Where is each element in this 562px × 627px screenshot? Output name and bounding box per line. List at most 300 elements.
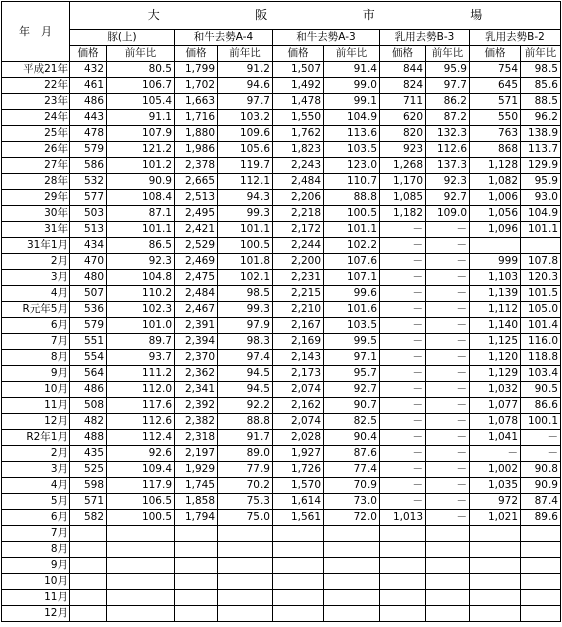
price-cell: 1,858 xyxy=(175,494,218,510)
table-row xyxy=(2,62,561,78)
price-cell xyxy=(380,606,426,622)
table-row xyxy=(2,174,561,190)
ratio-cell: 119.7 xyxy=(218,158,273,174)
price-cell: 1,006 xyxy=(470,190,521,206)
ratio-cell: 103.5 xyxy=(324,318,380,334)
ratio-cell: 93.0 xyxy=(521,190,561,206)
table-row xyxy=(2,510,561,526)
ratio-cell: 99.3 xyxy=(218,302,273,318)
table-row xyxy=(2,110,561,126)
ratio-cell xyxy=(426,542,470,558)
ratio-cell xyxy=(107,574,175,590)
price-cell: 551 xyxy=(70,334,107,350)
ratio-cell: 90.9 xyxy=(107,174,175,190)
price-cell: － xyxy=(380,430,426,446)
ratio-cell: 99.3 xyxy=(218,206,273,222)
year-month-header: 年 月 xyxy=(2,2,70,62)
price-cell: 1,268 xyxy=(380,158,426,174)
price-cell: 2,382 xyxy=(175,414,218,430)
price-cell: － xyxy=(380,254,426,270)
ratio-cell xyxy=(521,558,561,574)
ratio-cell: 109.0 xyxy=(426,206,470,222)
price-cell: 1,125 xyxy=(470,334,521,350)
ratio-cell: 107.6 xyxy=(324,254,380,270)
price-cell: 432 xyxy=(70,62,107,78)
ratio-cell: 101.1 xyxy=(107,222,175,238)
ratio-cell: － xyxy=(426,302,470,318)
price-cell: 461 xyxy=(70,78,107,94)
ratio-cell: 99.1 xyxy=(324,94,380,110)
row-label: R2年1月 xyxy=(2,430,70,446)
price-cell: 1,570 xyxy=(273,478,324,494)
ratio-cell: 85.6 xyxy=(521,78,561,94)
header-row-market xyxy=(2,2,561,30)
row-label: 8月 xyxy=(2,542,70,558)
price-cell: 513 xyxy=(70,222,107,238)
ratio-cell xyxy=(324,574,380,590)
price-cell: 478 xyxy=(70,126,107,142)
ratio-cell: 98.3 xyxy=(218,334,273,350)
price-header: 価格 xyxy=(175,46,218,62)
price-cell: 1,614 xyxy=(273,494,324,510)
ratio-cell: 103.2 xyxy=(218,110,273,126)
price-cell: － xyxy=(380,286,426,302)
price-cell xyxy=(175,590,218,606)
ratio-cell: 121.2 xyxy=(107,142,175,158)
table-row xyxy=(2,430,561,446)
ratio-cell: 105.4 xyxy=(107,94,175,110)
price-cell xyxy=(175,558,218,574)
row-label: 30年 xyxy=(2,206,70,222)
price-cell xyxy=(175,606,218,622)
price-header: 価格 xyxy=(470,46,521,62)
price-cell: 1,726 xyxy=(273,462,324,478)
ratio-cell: 91.4 xyxy=(324,62,380,78)
price-cell: 482 xyxy=(70,414,107,430)
row-label: 28年 xyxy=(2,174,70,190)
ratio-cell: 88.5 xyxy=(521,94,561,110)
ratio-cell: 92.7 xyxy=(324,382,380,398)
price-cell: 2,378 xyxy=(175,158,218,174)
price-cell xyxy=(380,590,426,606)
row-label: 31年1月 xyxy=(2,238,70,254)
ratio-cell: 111.2 xyxy=(107,366,175,382)
row-label: 2月 xyxy=(2,254,70,270)
price-cell: 470 xyxy=(70,254,107,270)
price-cell: 2,469 xyxy=(175,254,218,270)
price-cell: 2,529 xyxy=(175,238,218,254)
table-row xyxy=(2,270,561,286)
table-row xyxy=(2,222,561,238)
price-cell: 1,182 xyxy=(380,206,426,222)
table-row xyxy=(2,190,561,206)
ratio-cell: － xyxy=(426,398,470,414)
ratio-cell: 107.8 xyxy=(521,254,561,270)
price-cell: 1,663 xyxy=(175,94,218,110)
price-cell: － xyxy=(380,238,426,254)
ratio-cell xyxy=(521,238,561,254)
ratio-cell: 92.3 xyxy=(426,174,470,190)
ratio-cell: 137.3 xyxy=(426,158,470,174)
price-cell: 2,167 xyxy=(273,318,324,334)
price-cell xyxy=(470,542,521,558)
price-cell xyxy=(470,238,521,254)
ratio-cell: － xyxy=(426,334,470,350)
price-cell: 2,028 xyxy=(273,430,324,446)
price-cell: 1,762 xyxy=(273,126,324,142)
price-cell: 1,702 xyxy=(175,78,218,94)
ratio-cell: 92.6 xyxy=(107,446,175,462)
price-cell: 1,112 xyxy=(470,302,521,318)
ratio-cell: － xyxy=(426,254,470,270)
ratio-cell: 110.7 xyxy=(324,174,380,190)
ratio-cell: 94.5 xyxy=(218,382,273,398)
group-header: 和牛去勢A-3 xyxy=(273,30,380,46)
price-cell: 525 xyxy=(70,462,107,478)
ratio-header: 前年比 xyxy=(426,46,470,62)
price-cell: 1,823 xyxy=(273,142,324,158)
ratio-cell: 89.7 xyxy=(107,334,175,350)
market-char: 大 xyxy=(147,8,160,22)
ratio-cell: 90.7 xyxy=(324,398,380,414)
price-cell: － xyxy=(380,462,426,478)
ratio-cell: － xyxy=(426,462,470,478)
price-cell: 2,318 xyxy=(175,430,218,446)
ratio-cell: 101.6 xyxy=(324,302,380,318)
ratio-cell: 101.1 xyxy=(324,222,380,238)
price-cell: 507 xyxy=(70,286,107,302)
price-cell: 1,799 xyxy=(175,62,218,78)
price-cell: 2,074 xyxy=(273,414,324,430)
price-cell: 598 xyxy=(70,478,107,494)
price-cell: － xyxy=(380,494,426,510)
ratio-cell: － xyxy=(426,446,470,462)
group-header: 和牛去勢A-4 xyxy=(175,30,273,46)
ratio-cell: 101.4 xyxy=(521,318,561,334)
price-cell: 579 xyxy=(70,318,107,334)
ratio-cell xyxy=(218,558,273,574)
ratio-cell: 112.0 xyxy=(107,382,175,398)
row-label: 26年 xyxy=(2,142,70,158)
price-cell xyxy=(380,542,426,558)
price-cell: 1,170 xyxy=(380,174,426,190)
ratio-cell: 105.0 xyxy=(521,302,561,318)
ratio-cell: 75.0 xyxy=(218,510,273,526)
price-cell: 1,082 xyxy=(470,174,521,190)
ratio-cell: － xyxy=(426,366,470,382)
price-cell: － xyxy=(380,302,426,318)
ratio-cell: 88.8 xyxy=(218,414,273,430)
ratio-cell: 86.6 xyxy=(521,398,561,414)
price-cell: 763 xyxy=(470,126,521,142)
ratio-cell: 77.9 xyxy=(218,462,273,478)
ratio-cell: 95.9 xyxy=(521,174,561,190)
ratio-cell: 90.9 xyxy=(521,478,561,494)
price-cell: 2,169 xyxy=(273,334,324,350)
price-header: 価格 xyxy=(380,46,426,62)
price-cell: 2,391 xyxy=(175,318,218,334)
price-cell: 486 xyxy=(70,94,107,110)
ratio-cell: 101.8 xyxy=(218,254,273,270)
price-cell: 2,074 xyxy=(273,382,324,398)
ratio-cell: 82.5 xyxy=(324,414,380,430)
price-cell xyxy=(175,526,218,542)
ratio-cell: 70.9 xyxy=(324,478,380,494)
table-row xyxy=(2,478,561,494)
price-cell: － xyxy=(380,270,426,286)
ratio-cell: 80.5 xyxy=(107,62,175,78)
price-cell: 579 xyxy=(70,142,107,158)
price-cell: 1,880 xyxy=(175,126,218,142)
price-cell: 1,077 xyxy=(470,398,521,414)
ratio-cell: 107.1 xyxy=(324,270,380,286)
price-cell: 2,467 xyxy=(175,302,218,318)
price-cell: 2,475 xyxy=(175,270,218,286)
ratio-cell xyxy=(426,574,470,590)
table-row xyxy=(2,606,561,622)
group-header: 豚(上) xyxy=(70,30,175,46)
ratio-cell xyxy=(324,606,380,622)
ratio-cell xyxy=(107,606,175,622)
ratio-cell: 104.9 xyxy=(324,110,380,126)
price-cell: 532 xyxy=(70,174,107,190)
price-cell: 1,096 xyxy=(470,222,521,238)
price-cell: 586 xyxy=(70,158,107,174)
ratio-cell: 94.6 xyxy=(218,78,273,94)
price-cell xyxy=(70,558,107,574)
ratio-cell: 73.0 xyxy=(324,494,380,510)
ratio-cell: 92.3 xyxy=(107,254,175,270)
price-cell: 1,139 xyxy=(470,286,521,302)
table-row xyxy=(2,366,561,382)
ratio-cell: － xyxy=(426,510,470,526)
price-cell: － xyxy=(470,446,521,462)
price-cell xyxy=(273,558,324,574)
price-cell xyxy=(273,590,324,606)
table-row xyxy=(2,334,561,350)
ratio-cell xyxy=(218,526,273,542)
row-label: 5月 xyxy=(2,494,70,510)
price-cell xyxy=(175,542,218,558)
price-cell xyxy=(70,542,107,558)
ratio-cell: 113.7 xyxy=(521,142,561,158)
row-label: 22年 xyxy=(2,78,70,94)
price-cell: 972 xyxy=(470,494,521,510)
ratio-cell: 101.5 xyxy=(521,286,561,302)
ratio-cell: 118.8 xyxy=(521,350,561,366)
row-label: 3月 xyxy=(2,270,70,286)
price-cell: 571 xyxy=(70,494,107,510)
ratio-cell: 95.9 xyxy=(426,62,470,78)
price-cell: 2,215 xyxy=(273,286,324,302)
price-cell: 1,507 xyxy=(273,62,324,78)
ratio-cell: 100.5 xyxy=(107,510,175,526)
price-cell: 1,478 xyxy=(273,94,324,110)
ratio-cell: 97.4 xyxy=(218,350,273,366)
price-cell: － xyxy=(380,350,426,366)
ratio-cell: 87.1 xyxy=(107,206,175,222)
ratio-cell: 92.2 xyxy=(218,398,273,414)
price-cell: － xyxy=(380,398,426,414)
ratio-cell: 104.8 xyxy=(107,270,175,286)
price-cell: 1,927 xyxy=(273,446,324,462)
price-cell: 844 xyxy=(380,62,426,78)
ratio-cell: 87.2 xyxy=(426,110,470,126)
price-cell: 1,986 xyxy=(175,142,218,158)
price-cell: 536 xyxy=(70,302,107,318)
price-cell: 2,665 xyxy=(175,174,218,190)
price-cell: 2,370 xyxy=(175,350,218,366)
price-cell: 503 xyxy=(70,206,107,222)
table-row xyxy=(2,398,561,414)
row-label: 10月 xyxy=(2,574,70,590)
row-label: 29年 xyxy=(2,190,70,206)
table-row xyxy=(2,446,561,462)
ratio-cell: 100.5 xyxy=(324,206,380,222)
ratio-cell xyxy=(324,558,380,574)
ratio-cell xyxy=(107,526,175,542)
ratio-cell: 87.4 xyxy=(521,494,561,510)
header-row-groups xyxy=(2,30,561,46)
row-label: R元年5月 xyxy=(2,302,70,318)
ratio-cell xyxy=(521,574,561,590)
row-label: 11月 xyxy=(2,590,70,606)
ratio-cell: 92.7 xyxy=(426,190,470,206)
price-cell: 1,078 xyxy=(470,414,521,430)
price-cell: 2,484 xyxy=(175,286,218,302)
price-cell: 1,120 xyxy=(470,350,521,366)
price-cell: 711 xyxy=(380,94,426,110)
table-row xyxy=(2,158,561,174)
price-cell xyxy=(70,574,107,590)
ratio-cell: 138.9 xyxy=(521,126,561,142)
ratio-cell: 97.7 xyxy=(426,78,470,94)
price-cell: 2,172 xyxy=(273,222,324,238)
price-cell xyxy=(70,526,107,542)
table-row xyxy=(2,318,561,334)
ratio-cell: 91.7 xyxy=(218,430,273,446)
ratio-cell: 70.2 xyxy=(218,478,273,494)
ratio-cell: － xyxy=(426,382,470,398)
table-row xyxy=(2,462,561,478)
ratio-cell: 123.0 xyxy=(324,158,380,174)
ratio-cell: 103.4 xyxy=(521,366,561,382)
ratio-cell xyxy=(521,542,561,558)
ratio-cell: 102.1 xyxy=(218,270,273,286)
ratio-cell xyxy=(426,558,470,574)
ratio-cell: 86.5 xyxy=(107,238,175,254)
price-cell: 480 xyxy=(70,270,107,286)
price-cell: 2,244 xyxy=(273,238,324,254)
ratio-cell xyxy=(107,590,175,606)
ratio-cell: 129.9 xyxy=(521,158,561,174)
table-row xyxy=(2,494,561,510)
price-cell: 486 xyxy=(70,382,107,398)
price-cell: － xyxy=(380,414,426,430)
ratio-cell xyxy=(426,606,470,622)
price-cell: 2,495 xyxy=(175,206,218,222)
price-cell: 435 xyxy=(70,446,107,462)
ratio-cell: 100.1 xyxy=(521,414,561,430)
ratio-cell: － xyxy=(521,446,561,462)
row-label: 7月 xyxy=(2,334,70,350)
price-cell xyxy=(380,574,426,590)
price-cell: 754 xyxy=(470,62,521,78)
ratio-cell: 105.6 xyxy=(218,142,273,158)
row-label: 10月 xyxy=(2,382,70,398)
ratio-cell: 101.0 xyxy=(107,318,175,334)
price-cell: 1,492 xyxy=(273,78,324,94)
table-row xyxy=(2,414,561,430)
ratio-cell: 87.6 xyxy=(324,446,380,462)
price-cell xyxy=(380,558,426,574)
ratio-cell: 97.7 xyxy=(218,94,273,110)
price-cell xyxy=(273,606,324,622)
table-row xyxy=(2,574,561,590)
table-row xyxy=(2,126,561,142)
ratio-cell: － xyxy=(426,286,470,302)
ratio-cell: － xyxy=(426,350,470,366)
price-cell xyxy=(470,606,521,622)
ratio-cell xyxy=(218,542,273,558)
table-row xyxy=(2,350,561,366)
ratio-cell: － xyxy=(426,478,470,494)
row-label: 23年 xyxy=(2,94,70,110)
ratio-cell xyxy=(521,590,561,606)
ratio-cell xyxy=(324,526,380,542)
price-cell: 1,103 xyxy=(470,270,521,286)
market-title xyxy=(70,2,561,30)
ratio-cell xyxy=(218,606,273,622)
ratio-cell: 110.2 xyxy=(107,286,175,302)
price-cell xyxy=(70,606,107,622)
price-cell: 1,716 xyxy=(175,110,218,126)
ratio-cell xyxy=(426,526,470,542)
ratio-cell xyxy=(324,542,380,558)
ratio-cell: 88.8 xyxy=(324,190,380,206)
ratio-cell xyxy=(426,590,470,606)
ratio-cell: 106.5 xyxy=(107,494,175,510)
price-cell: 2,392 xyxy=(175,398,218,414)
ratio-cell: 94.3 xyxy=(218,190,273,206)
price-cell: 2,513 xyxy=(175,190,218,206)
price-cell: 554 xyxy=(70,350,107,366)
price-cell xyxy=(470,526,521,542)
table-row xyxy=(2,238,561,254)
row-label: 4月 xyxy=(2,286,70,302)
ratio-cell: － xyxy=(426,430,470,446)
price-cell: 820 xyxy=(380,126,426,142)
ratio-cell: 99.6 xyxy=(324,286,380,302)
table-row xyxy=(2,382,561,398)
price-cell: 868 xyxy=(470,142,521,158)
row-label: 平成21年 xyxy=(2,62,70,78)
price-cell xyxy=(273,542,324,558)
price-cell: 2,394 xyxy=(175,334,218,350)
price-cell xyxy=(470,558,521,574)
ratio-cell: 89.0 xyxy=(218,446,273,462)
ratio-cell: 97.9 xyxy=(218,318,273,334)
price-cell: 1,140 xyxy=(470,318,521,334)
table-row xyxy=(2,302,561,318)
row-label: 27年 xyxy=(2,158,70,174)
group-header: 乳用去勢B-3 xyxy=(380,30,470,46)
ratio-cell xyxy=(324,590,380,606)
price-cell: 1,002 xyxy=(470,462,521,478)
price-cell: 488 xyxy=(70,430,107,446)
ratio-cell: 102.2 xyxy=(324,238,380,254)
ratio-cell: 113.6 xyxy=(324,126,380,142)
